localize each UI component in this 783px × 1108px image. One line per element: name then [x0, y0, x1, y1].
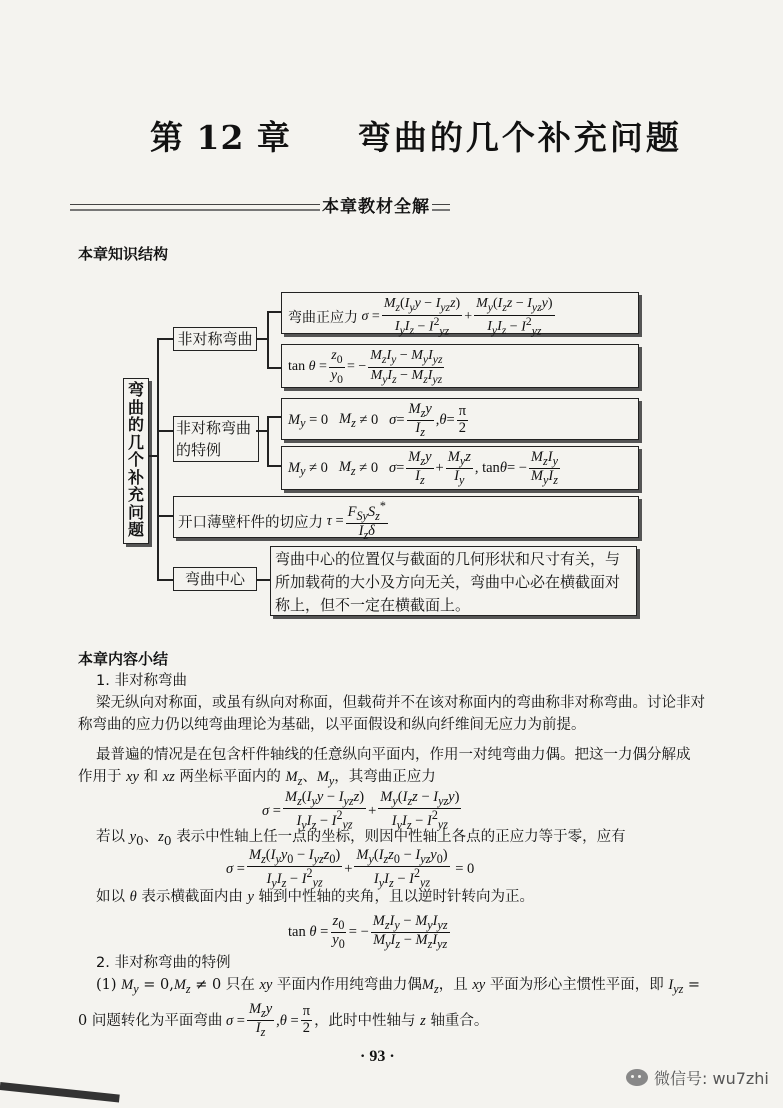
banner-rule: [70, 204, 320, 211]
sec2-p1: (1) $M_y = 0,M_z \ne 0$ 只在 xy 平面内作用纯弯曲力偶$M_z$，且 xy 平面为形心主惯性平面，即 $I_{yz}$ =: [96, 977, 701, 996]
sec1-title: 1. 非对称弯曲: [96, 673, 187, 689]
connector: [267, 465, 281, 467]
b1-normal-stress-box: 弯曲正应力 σ = $\frac{M_z(I_yy - I_{yz}z)}{I_yI_z - I^2_{yz}}$ + $\frac{M_y(I_zz - I_{yz}y)}{I_yI_z - I^2_{yz}}$: [281, 292, 639, 334]
diagram-root: [123, 378, 149, 544]
structure-heading: 本章知识结构: [78, 245, 169, 263]
branch1-label: 非对称弯曲: [177, 330, 253, 348]
connector: [256, 579, 270, 581]
sec1-p1: [78, 692, 712, 736]
sec2-p2b: ，此时中性轴与: [314, 1012, 416, 1029]
formula-normal-stress: σ = $\frac{M_z(I_yy - I_{yz}z)}{I_yI_z - I^2_{yz}}$ + $\frac{M_y(I_zz - I_{yz}y)}{I_yI_z - I^2_{yz}}$: [262, 789, 460, 832]
sec1-p4b-text: 轴到中性轴的夹角，且以逆时针转向为正。: [258, 889, 534, 905]
sec1-p3-text: 表示中性轴上任一点的坐标，则因中性轴上各点的正应力等于零，应有: [176, 829, 626, 845]
formula-neutral-axis: σ = $\frac{M_z(I_yy_0 - I_{yz}z_0)}{I_yI_z - I^2_{yz}}$ + $\frac{M_y(I_zz_0 - I_{yz}y_0)}{I_yI_z - I^2_{yz}}$ = 0: [226, 847, 475, 890]
sec1-p2a-text: 最普遍的情况是在包含杆件轴线的任意纵向平面内，作用一对纯弯曲力偶。把这一力偶分解成: [96, 747, 691, 763]
branch3-label: 开口薄壁杆件的切应力: [178, 514, 323, 531]
shear-center-desc: 弯曲中心的位置仅与截面的几何形状和尺寸有关，与所加载荷的大小及方向无关，弯曲中心必在横截面对称上，但不一定在横截面上。: [275, 550, 621, 614]
branch-asymmetric-bending: [173, 327, 257, 351]
connector: [267, 311, 281, 313]
sec2-p1a: (1): [96, 977, 117, 993]
sec1-p3: 若以 $y_0$、$z_0$ 表示中性轴上任一点的坐标，则因中性轴上各点的正应力等于零，应有: [96, 829, 626, 848]
sec1-p2b-mid1: 和: [143, 769, 159, 785]
b1-item1-text: 弯曲正应力: [288, 309, 358, 326]
banner-title: 本章教材全解: [322, 197, 430, 217]
branch4-label: 弯曲中心: [184, 570, 245, 588]
sec1-p2b-post: ，其弯曲正应力: [334, 769, 436, 785]
wechat-icon: [626, 1069, 648, 1086]
branch-special-cases: [173, 416, 259, 462]
chapter-title: [150, 112, 682, 159]
branch-shear-stress-box: 开口薄壁杆件的切应力 τ = $\frac{F_{Sy}S_z^*}{I_z\delta}$: [173, 496, 639, 538]
branch-shear-center: [173, 567, 257, 591]
sec1-p2: 最普遍的情况是在包含杆件轴线的任意纵向平面内，作用一对纯弯曲力偶。把这一力偶分解成 作用于 xy 和 xz 两坐标平面内的 $M_z$、$M_y$，其弯曲正应力: [78, 747, 691, 788]
sec1-p4-text: 表示横截面内由: [141, 889, 243, 905]
page-edge-shadow: [0, 1082, 120, 1102]
b1-item2-text: tan: [288, 359, 306, 375]
summary-heading: 本章内容小结: [78, 650, 169, 668]
sec1-p1-text: 梁无纵向对称面，或虽有纵向对称面，但载荷并不在该对称面内的弯曲称非对称弯曲。讨论非对称弯曲的应力仍以纯弯曲理论为基础，以平面假设和纵向纤维间无应力为前提。: [78, 695, 705, 733]
b2-case1-m: M: [288, 412, 301, 429]
sec2-p1c: 平面内作用纯弯曲力偶: [276, 977, 422, 993]
sec2-p1e: 平面为形心主惯性平面，即: [489, 977, 664, 993]
chapter-name: 弯曲的几个补充问题: [357, 118, 682, 157]
sec2-p2c: 轴重合。: [430, 1012, 489, 1029]
connector: [267, 311, 269, 368]
connector: [157, 579, 173, 581]
shear-center-desc-box: [270, 546, 637, 616]
sec2-p2: 0 问题转化为平面弯曲 σ = $\frac{M_zy}{I_z}$ ,θ = $\frac{\pi}{2}$ ，此时中性轴与 z 轴重合。: [78, 1001, 489, 1040]
b1-tan-theta-box: tan θ = $\frac{z_0}{y_0}$ = − $\frac{M_zI_y - M_yI_{yz}}{M_yI_z - M_zI_{yz}}$: [281, 344, 639, 388]
formula-tan-theta: tan θ = $\frac{z_0}{y_0}$ = − $\frac{M_zI_y - M_yI_{yz}}{M_yI_z - M_zI_{yz}}$: [288, 913, 448, 952]
sec1-p2b-pre: 作用于: [78, 769, 122, 785]
sec1-p4-pre: 如以: [96, 889, 125, 905]
sec1-p2b-mid2: 两坐标平面内的: [179, 769, 281, 785]
chapter-number: 第 12 章: [150, 118, 291, 157]
connector: [157, 430, 173, 432]
connector: [267, 416, 281, 418]
watermark-text: 微信号: wu7zhi: [654, 1069, 769, 1088]
sec2-title: 2. 非对称弯曲的特例: [96, 955, 231, 971]
connector: [267, 367, 281, 369]
banner-rule-right: [432, 204, 450, 211]
sec1-p4: 如以 θ 表示横截面内由 y 轴到中性轴的夹角，且以逆时针转向为正。: [96, 889, 534, 905]
b2-case2-box: M $_y$ ≠ 0 $M_z$ ≠ 0 σ = $\frac{M_zy}{I_z}$ + $\frac{M_yz}{I_y}$ , tan θ = − $\frac{M_zI_y}{M_yI_z}$: [281, 446, 639, 490]
b2-case2-m: M: [288, 460, 301, 477]
connector: [157, 338, 173, 340]
b2-case1-box: M $_y$ = 0 $M_z$ ≠ 0 σ = $\frac{M_zy}{I_z}$ , θ = $\frac{\pi}{2}$: [281, 398, 639, 440]
branch2-label: 非对称弯曲的特例: [176, 419, 252, 459]
connector: [157, 338, 159, 580]
sec2-p2a: 0 问题转化为平面弯曲: [78, 1012, 223, 1029]
sec2-p1b: 只在: [225, 977, 255, 993]
diagram-root-label: 弯曲的几个补充问题: [128, 380, 145, 539]
sec2-p1d: ，且: [438, 977, 468, 993]
connector: [157, 515, 173, 517]
wechat-watermark: [626, 1066, 769, 1089]
page-number: · 93 ·: [360, 1048, 395, 1065]
connector: [267, 416, 269, 466]
sec1-p3-pre: 若以: [96, 829, 125, 845]
